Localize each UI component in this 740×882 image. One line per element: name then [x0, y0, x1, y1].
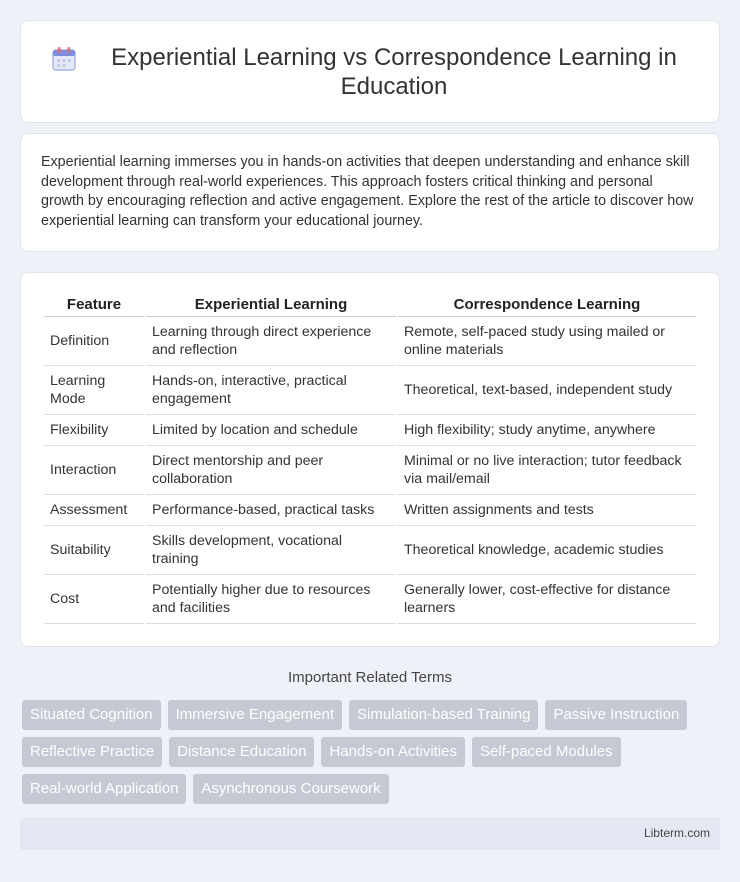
table-row — [44, 495, 696, 526]
related-terms-heading: Important Related Terms — [288, 669, 452, 686]
table-cell-feature: Definition — [44, 317, 144, 366]
table-cell-correspondence: High flexibility; study anytime, anywhere — [398, 415, 696, 446]
comparison-table-card — [20, 272, 720, 647]
term-tag[interactable]: Reflective Practice — [22, 737, 162, 767]
table-cell-experiential: Performance-based, practical tasks — [146, 495, 396, 526]
column-header-correspondence: Correspondence Learning — [398, 293, 696, 317]
table-row — [44, 415, 696, 446]
related-terms-list — [20, 700, 720, 811]
title-card — [20, 20, 720, 123]
table-header-row — [44, 293, 696, 317]
table-cell-experiential: Potentially higher due to resources and facilities — [146, 575, 396, 624]
term-tag[interactable]: Immersive Engagement — [168, 700, 342, 730]
table-cell-experiential: Direct mentorship and peer collaboration — [146, 446, 396, 495]
term-tag[interactable]: Asynchronous Coursework — [193, 774, 388, 804]
table-cell-correspondence: Generally lower, cost-effective for distance learners — [398, 575, 696, 624]
table-cell-feature: Suitability — [44, 526, 144, 575]
table-cell-feature: Flexibility — [44, 415, 144, 446]
term-tag[interactable]: Self-paced Modules — [472, 737, 621, 767]
comparison-table — [42, 293, 698, 624]
term-tag[interactable]: Distance Education — [169, 737, 314, 767]
table-cell-correspondence: Written assignments and tests — [398, 495, 696, 526]
table-cell-feature: Cost — [44, 575, 144, 624]
column-header-experiential: Experiential Learning — [146, 293, 396, 317]
table-cell-feature: Learning Mode — [44, 366, 144, 415]
table-cell-experiential: Skills development, vocational training — [146, 526, 396, 575]
table-row — [44, 526, 696, 575]
table-cell-experiential: Limited by location and schedule — [146, 415, 396, 446]
table-row — [44, 366, 696, 415]
footer-site-link[interactable]: Libterm.com — [643, 826, 710, 840]
table-cell-correspondence: Remote, self-paced study using mailed or online materials — [398, 317, 696, 366]
table-row — [44, 575, 696, 624]
term-tag[interactable]: Passive Instruction — [545, 700, 687, 730]
table-cell-feature: Assessment — [44, 495, 144, 526]
term-tag[interactable]: Situated Cognition — [22, 700, 161, 730]
table-row — [44, 446, 696, 495]
table-cell-feature: Interaction — [44, 446, 144, 495]
table-row — [44, 317, 696, 366]
term-tag[interactable]: Simulation-based Training — [349, 700, 538, 730]
term-tag[interactable]: Hands-on Activities — [321, 737, 465, 767]
table-cell-experiential: Learning through direct experience and reflection — [146, 317, 396, 366]
table-cell-experiential: Hands-on, interactive, practical engagement — [146, 366, 396, 415]
footer — [20, 817, 720, 850]
table-cell-correspondence: Theoretical, text-based, independent study — [398, 366, 696, 415]
table-cell-correspondence: Theoretical knowledge, academic studies — [398, 526, 696, 575]
column-header-feature: Feature — [44, 293, 144, 317]
page-title: Experiential Learning vs Correspondence Learning in Education — [111, 43, 677, 100]
term-tag[interactable]: Real-world Application — [22, 774, 186, 804]
intro-paragraph: Experiential learning immerses you in hands-on activities that deepen understanding and enhance skill development through real-world experiences. This approach fosters critical thinking and personal growth by encouraging reflection and active engagement. Explore the rest of the article to discover how experiential learning can transform your educational journey. — [20, 133, 720, 252]
calendar-icon — [51, 46, 77, 72]
table-cell-correspondence: Minimal or no live interaction; tutor feedback via mail/email — [398, 446, 696, 495]
